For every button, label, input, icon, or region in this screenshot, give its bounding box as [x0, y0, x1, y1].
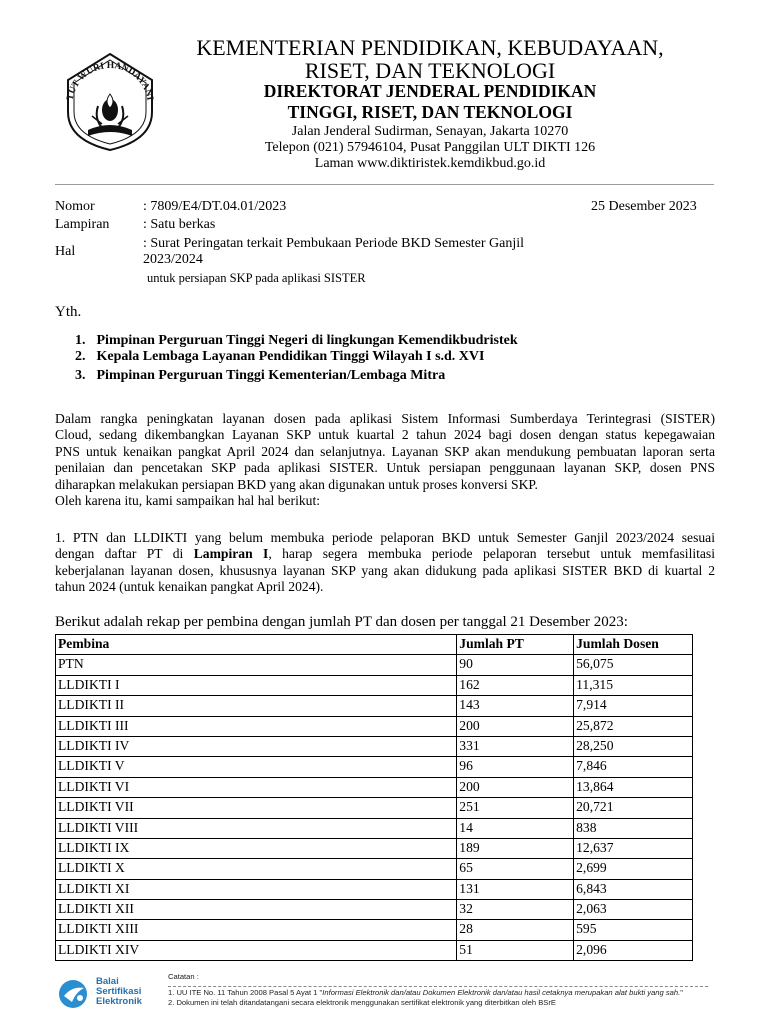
- website-line: Laman www.diktiristek.kemdikbud.go.id: [314, 156, 546, 171]
- point-1-text: dengan daftar PT di: [55, 546, 194, 562]
- table-row: [56, 920, 693, 940]
- letter-date: 25 Desember 2023: [591, 199, 697, 214]
- table-row: [56, 838, 693, 858]
- nomor-label: Nomor: [55, 199, 95, 214]
- header-jumlah-dosen: Jumlah Dosen: [574, 635, 693, 655]
- table-row: [56, 879, 693, 899]
- bsre-name: [96, 977, 142, 1007]
- table-row: [56, 757, 693, 777]
- lampiran-label: Lampiran: [55, 217, 110, 232]
- cell-jumlah-pt: 51: [457, 940, 574, 960]
- cell-pembina: LLDIKTI III: [56, 716, 457, 736]
- bsre-line: Balai: [96, 976, 119, 987]
- table-row: [56, 777, 693, 797]
- table-row: [56, 696, 693, 716]
- intro-line: Dalam rangka peningkatan layanan dosen pada aplikasi Sistem Informasi Sumberdaya Terintegrasi (SISTER): [55, 411, 715, 426]
- recipient-number: 2.: [75, 349, 86, 364]
- cell-jumlah-pt: 131: [457, 879, 574, 899]
- table-row: [56, 818, 693, 838]
- recipient-text: Pimpinan Perguruan Tinggi Kementerian/Lembaga Mitra: [96, 368, 446, 383]
- recipient-text: Kepala Lembaga Layanan Pendidikan Tinggi Wilayah I s.d. XVI: [96, 349, 485, 364]
- cell-pembina: LLDIKTI XI: [56, 879, 457, 899]
- cell-jumlah-pt: 200: [457, 716, 574, 736]
- cell-pembina: LLDIKTI X: [56, 859, 457, 879]
- recipient-number: 3.: [75, 368, 86, 383]
- recipient-3: [75, 368, 715, 384]
- intro-closing: Oleh karena itu, kami sampaikan hal hal berikut:: [55, 493, 320, 509]
- footnote-text: ": [680, 988, 683, 997]
- recipient-text: Pimpinan Perguruan Tinggi Negeri di lingkungan Kemendikbudristek: [96, 333, 518, 348]
- cell-pembina: LLDIKTI I: [56, 675, 457, 695]
- cell-jumlah-pt: 251: [457, 798, 574, 818]
- cell-jumlah-pt: 96: [457, 757, 574, 777]
- cell-jumlah-dosen: 56,075: [574, 655, 693, 675]
- cell-jumlah-dosen: 12,637: [574, 838, 693, 858]
- catatan-label: Catatan :: [168, 972, 199, 981]
- cell-jumlah-pt: 189: [457, 838, 574, 858]
- cell-pembina: LLDIKTI IV: [56, 736, 457, 756]
- table-row: [56, 798, 693, 818]
- cell-jumlah-pt: 90: [457, 655, 574, 675]
- bsre-line: Sertifikasi: [96, 986, 142, 997]
- cell-jumlah-dosen: 11,315: [574, 675, 693, 695]
- intro-line: Cloud, sedang dikembangkan Layanan SKP untuk kuartal 2 tahun 2024 bagi dosen dengan status kepegawaian: [55, 427, 715, 443]
- phone-line: Telepon (021) 57946104, Pusat Panggilan ULT DIKTI 126: [264, 140, 596, 155]
- recipient-number: 1.: [75, 333, 86, 348]
- point-1-paragraph: [55, 530, 715, 596]
- intro-line: diharapkan melakukan persiapan BKD yang akan digunakan untuk proses konversi SKP.: [55, 476, 538, 492]
- point-1-line: 1. PTN dan LLDIKTI yang belum membuka periode pelaporan BKD untuk Semester Ganjil 2023/2024 sesuai: [55, 530, 715, 545]
- cell-jumlah-dosen: 2,063: [574, 900, 693, 920]
- cell-jumlah-dosen: 25,872: [574, 716, 693, 736]
- cell-jumlah-pt: 162: [457, 675, 574, 695]
- point-1-line: keberjalanan layanan dosen, khususnya layanan SKP yang akan didukung pada aplikasi SISTER BKD di kuartal 2: [55, 562, 715, 578]
- directorate-name-line2: TINGGI, RISET, DAN TEKNOLOGI: [287, 102, 573, 122]
- cell-jumlah-pt: 32: [457, 900, 574, 920]
- table-intro: Berikut adalah rekap per pembina dengan jumlah PT dan dosen per tanggal 21 Desember 2023:: [55, 614, 628, 630]
- intro-line: PNS untuk kenaikan pangkat April 2024 dan selanjutnya. Layanan SKP akan mendukung pembuatan laporan serta: [55, 443, 715, 459]
- cell-jumlah-pt: 14: [457, 818, 574, 838]
- cell-jumlah-pt: 143: [457, 696, 574, 716]
- footnote-text: 1. UU ITE No. 11 Tahun 2008 Pasal 5 Ayat 1 ": [168, 988, 323, 997]
- cell-pembina: LLDIKTI XIII: [56, 920, 457, 940]
- cell-jumlah-pt: 28: [457, 920, 574, 940]
- cell-jumlah-dosen: 7,846: [574, 757, 693, 777]
- cell-jumlah-dosen: 838: [574, 818, 693, 838]
- cell-jumlah-dosen: 13,864: [574, 777, 693, 797]
- table-row: [56, 675, 693, 695]
- recap-table: [55, 634, 693, 961]
- nomor-value: : 7809/E4/DT.04.01/2023: [143, 199, 287, 214]
- salutation: Yth.: [55, 304, 82, 320]
- ministry-name-line2: RISET, DAN TEKNOLOGI: [304, 58, 556, 83]
- lampiran-value: : Satu berkas: [143, 217, 216, 232]
- point-1-line: tahun 2024 (untuk kenaikan pangkat April 2024).: [55, 579, 324, 595]
- lampiran-reference: Lampiran I: [193, 546, 269, 562]
- table-header-row: [56, 635, 693, 655]
- ministry-name-line1: KEMENTERIAN PENDIDIKAN, KEBUDAYAAN,: [196, 35, 664, 60]
- cell-jumlah-dosen: 595: [574, 920, 693, 940]
- letterhead-divider: [55, 184, 714, 185]
- table-row: [56, 716, 693, 736]
- cell-jumlah-dosen: 28,250: [574, 736, 693, 756]
- intro-paragraph: [55, 411, 715, 509]
- header-jumlah-pt: Jumlah PT: [457, 635, 574, 655]
- table-row: [56, 859, 693, 879]
- cell-pembina: LLDIKTI II: [56, 696, 457, 716]
- table-row: [56, 900, 693, 920]
- intro-line: penilaian dan pencetakan SKP pada aplikasi SISTER. Untuk persiapan penggunaan layanan SKP, dosen PNS: [55, 460, 715, 476]
- cell-pembina: PTN: [56, 655, 457, 675]
- cell-pembina: LLDIKTI VI: [56, 777, 457, 797]
- directorate-name-line1: DIREKTORAT JENDERAL PENDIDIKAN: [263, 81, 597, 101]
- cell-jumlah-dosen: 2,096: [574, 940, 693, 960]
- cell-jumlah-pt: 331: [457, 736, 574, 756]
- table-row: [56, 940, 693, 960]
- cell-pembina: LLDIKTI IX: [56, 838, 457, 858]
- cell-pembina: LLDIKTI VII: [56, 798, 457, 818]
- footnote-quote: Informasi Elektronik dan/atau Dokumen Elektronik dan/atau hasil cetaknya merupakan alat bukti yang sah.: [322, 988, 681, 997]
- hal-value: : Surat Peringatan terkait Pembukaan Periode BKD Semester Ganjil 2023/2024: [143, 236, 525, 267]
- cell-jumlah-dosen: 7,914: [574, 696, 693, 716]
- point-1-text: , harap segera membuka periode pelaporan tersebut untuk memfasilitasi: [268, 546, 715, 562]
- recipient-2: [75, 349, 715, 365]
- hal-label: Hal: [55, 244, 76, 259]
- table-row: [56, 655, 693, 675]
- cell-pembina: LLDIKTI V: [56, 757, 457, 777]
- logo-motto: TUT WURI HANDAYANI: [65, 60, 155, 102]
- header-pembina: Pembina: [56, 635, 457, 655]
- cell-jumlah-pt: 200: [457, 777, 574, 797]
- cell-jumlah-dosen: 20,721: [574, 798, 693, 818]
- tut-wuri-handayani-logo: [58, 50, 162, 154]
- bsre-line: Elektronik: [96, 996, 142, 1007]
- cell-pembina: LLDIKTI VIII: [56, 818, 457, 838]
- recipient-1: [75, 333, 715, 349]
- cell-pembina: LLDIKTI XII: [56, 900, 457, 920]
- cell-jumlah-dosen: 6,843: [574, 879, 693, 899]
- point-1-line-with-reference: [55, 546, 715, 562]
- cell-jumlah-dosen: 2,699: [574, 859, 693, 879]
- catatan-divider: [168, 986, 708, 987]
- cell-pembina: LLDIKTI XIV: [56, 940, 457, 960]
- hal-continuation: untuk persiapan SKP pada aplikasi SISTER: [147, 271, 366, 285]
- footnote-2: 2. Dokumen ini telah ditandatangani secara elektronik menggunakan sertifikat elektronik yang diterbitkan oleh BSrE: [168, 998, 556, 1007]
- table-row: [56, 736, 693, 756]
- footnote-1: [168, 988, 683, 997]
- address-line: Jalan Jenderal Sudirman, Senayan, Jakarta 10270: [291, 124, 569, 139]
- cell-jumlah-pt: 65: [457, 859, 574, 879]
